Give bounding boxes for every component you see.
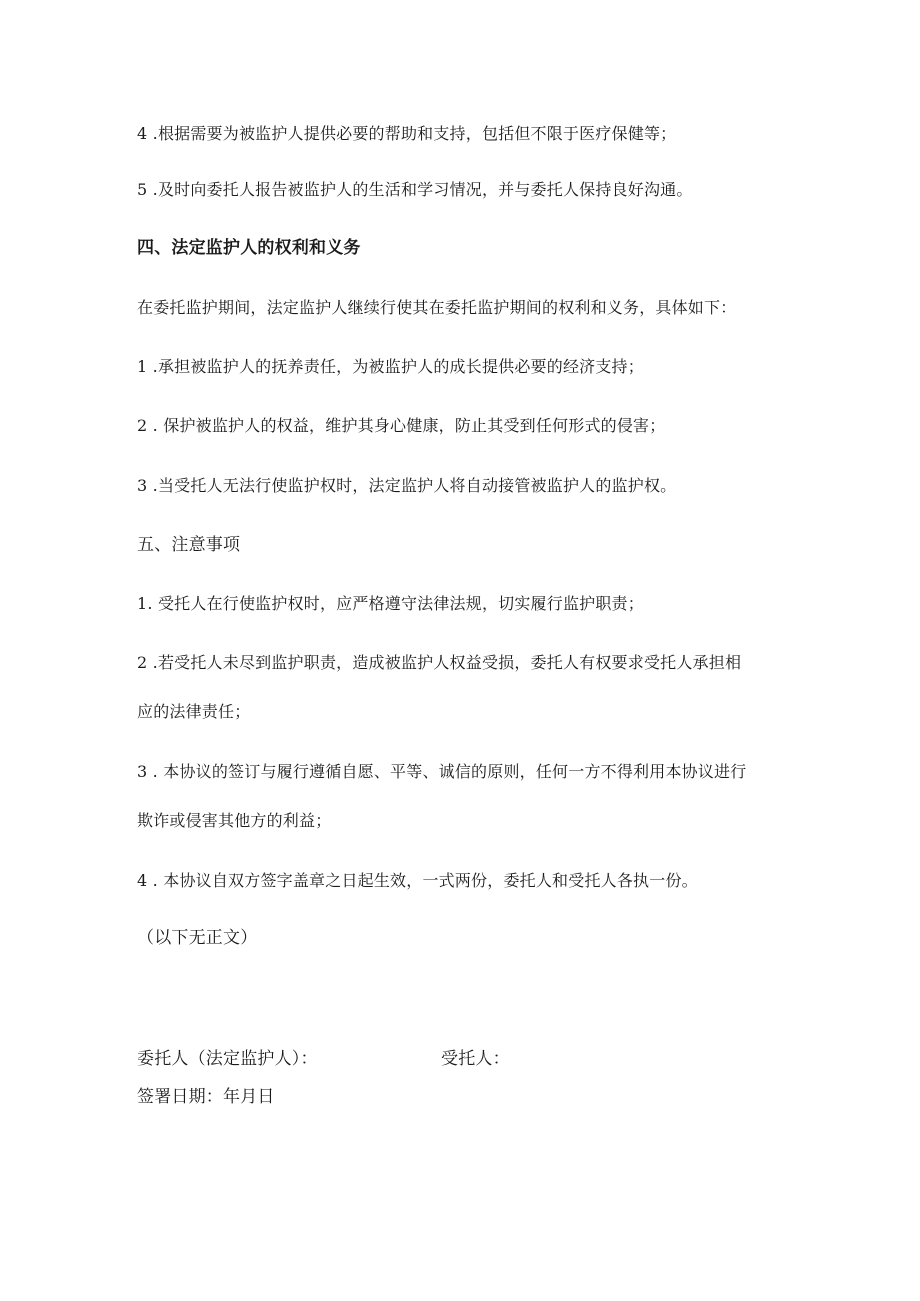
section4-heading: 四、法定监护人的权利和义务 [137, 238, 361, 258]
section5-item-4: 4 . 本协议自双方签字盖章之日起生效，一式两份，委托人和受托人各执一份。 [137, 871, 698, 890]
section4-item-3: 3 .当受托人无法行使监护权时，法定监护人将自动接管被监护人的监护权。 [137, 476, 677, 495]
section4-item-2: 2 . 保护被监护人的权益，维护其身心健康，防止其受到任何形式的侵害； [137, 416, 666, 435]
section4-item-1: 1 .承担被监护人的抚养责任，为被监护人的成长提供必要的经济支持； [137, 357, 644, 376]
signing-date-label: 签署日期：年月日 [137, 1087, 275, 1107]
section5-item-2-continued: 应的法律责任； [137, 702, 251, 721]
end-note: （以下无正文） [137, 928, 258, 948]
section5-item-2: 2 .若受托人未尽到监护职责，造成被监护人权益受损，委托人有权要求受托人承担相 [137, 653, 742, 672]
section5-item-3: 3 . 本协议的签订与履行遵循自愿、平等、诚信的原则，任何一方不得利用本协议进行 [137, 762, 747, 781]
section5-item-3-continued: 欺诈或侵害其他方的利益； [137, 811, 332, 830]
trustee-signature-label: 受托人： [441, 1049, 510, 1069]
section3-item-5: 5 .及时向委托人报告被监护人的生活和学习情况，并与委托人保持良好沟通。 [137, 180, 693, 199]
section5-heading: 五、注意事项 [137, 535, 241, 555]
principal-signature-label: 委托人（法定监护人）： [137, 1049, 318, 1069]
section3-item-4: 4 .根据需要为被监护人提供必要的帮助和支持，包括但不限于医疗保健等； [137, 124, 677, 143]
section5-item-1: 1. 受托人在行使监护权时，应严格遵守法律法规，切实履行监护职责； [137, 594, 644, 613]
section4-intro: 在委托监护期间，法定监护人继续行使其在委托监护期间的权利和义务，具体如下： [137, 298, 737, 317]
